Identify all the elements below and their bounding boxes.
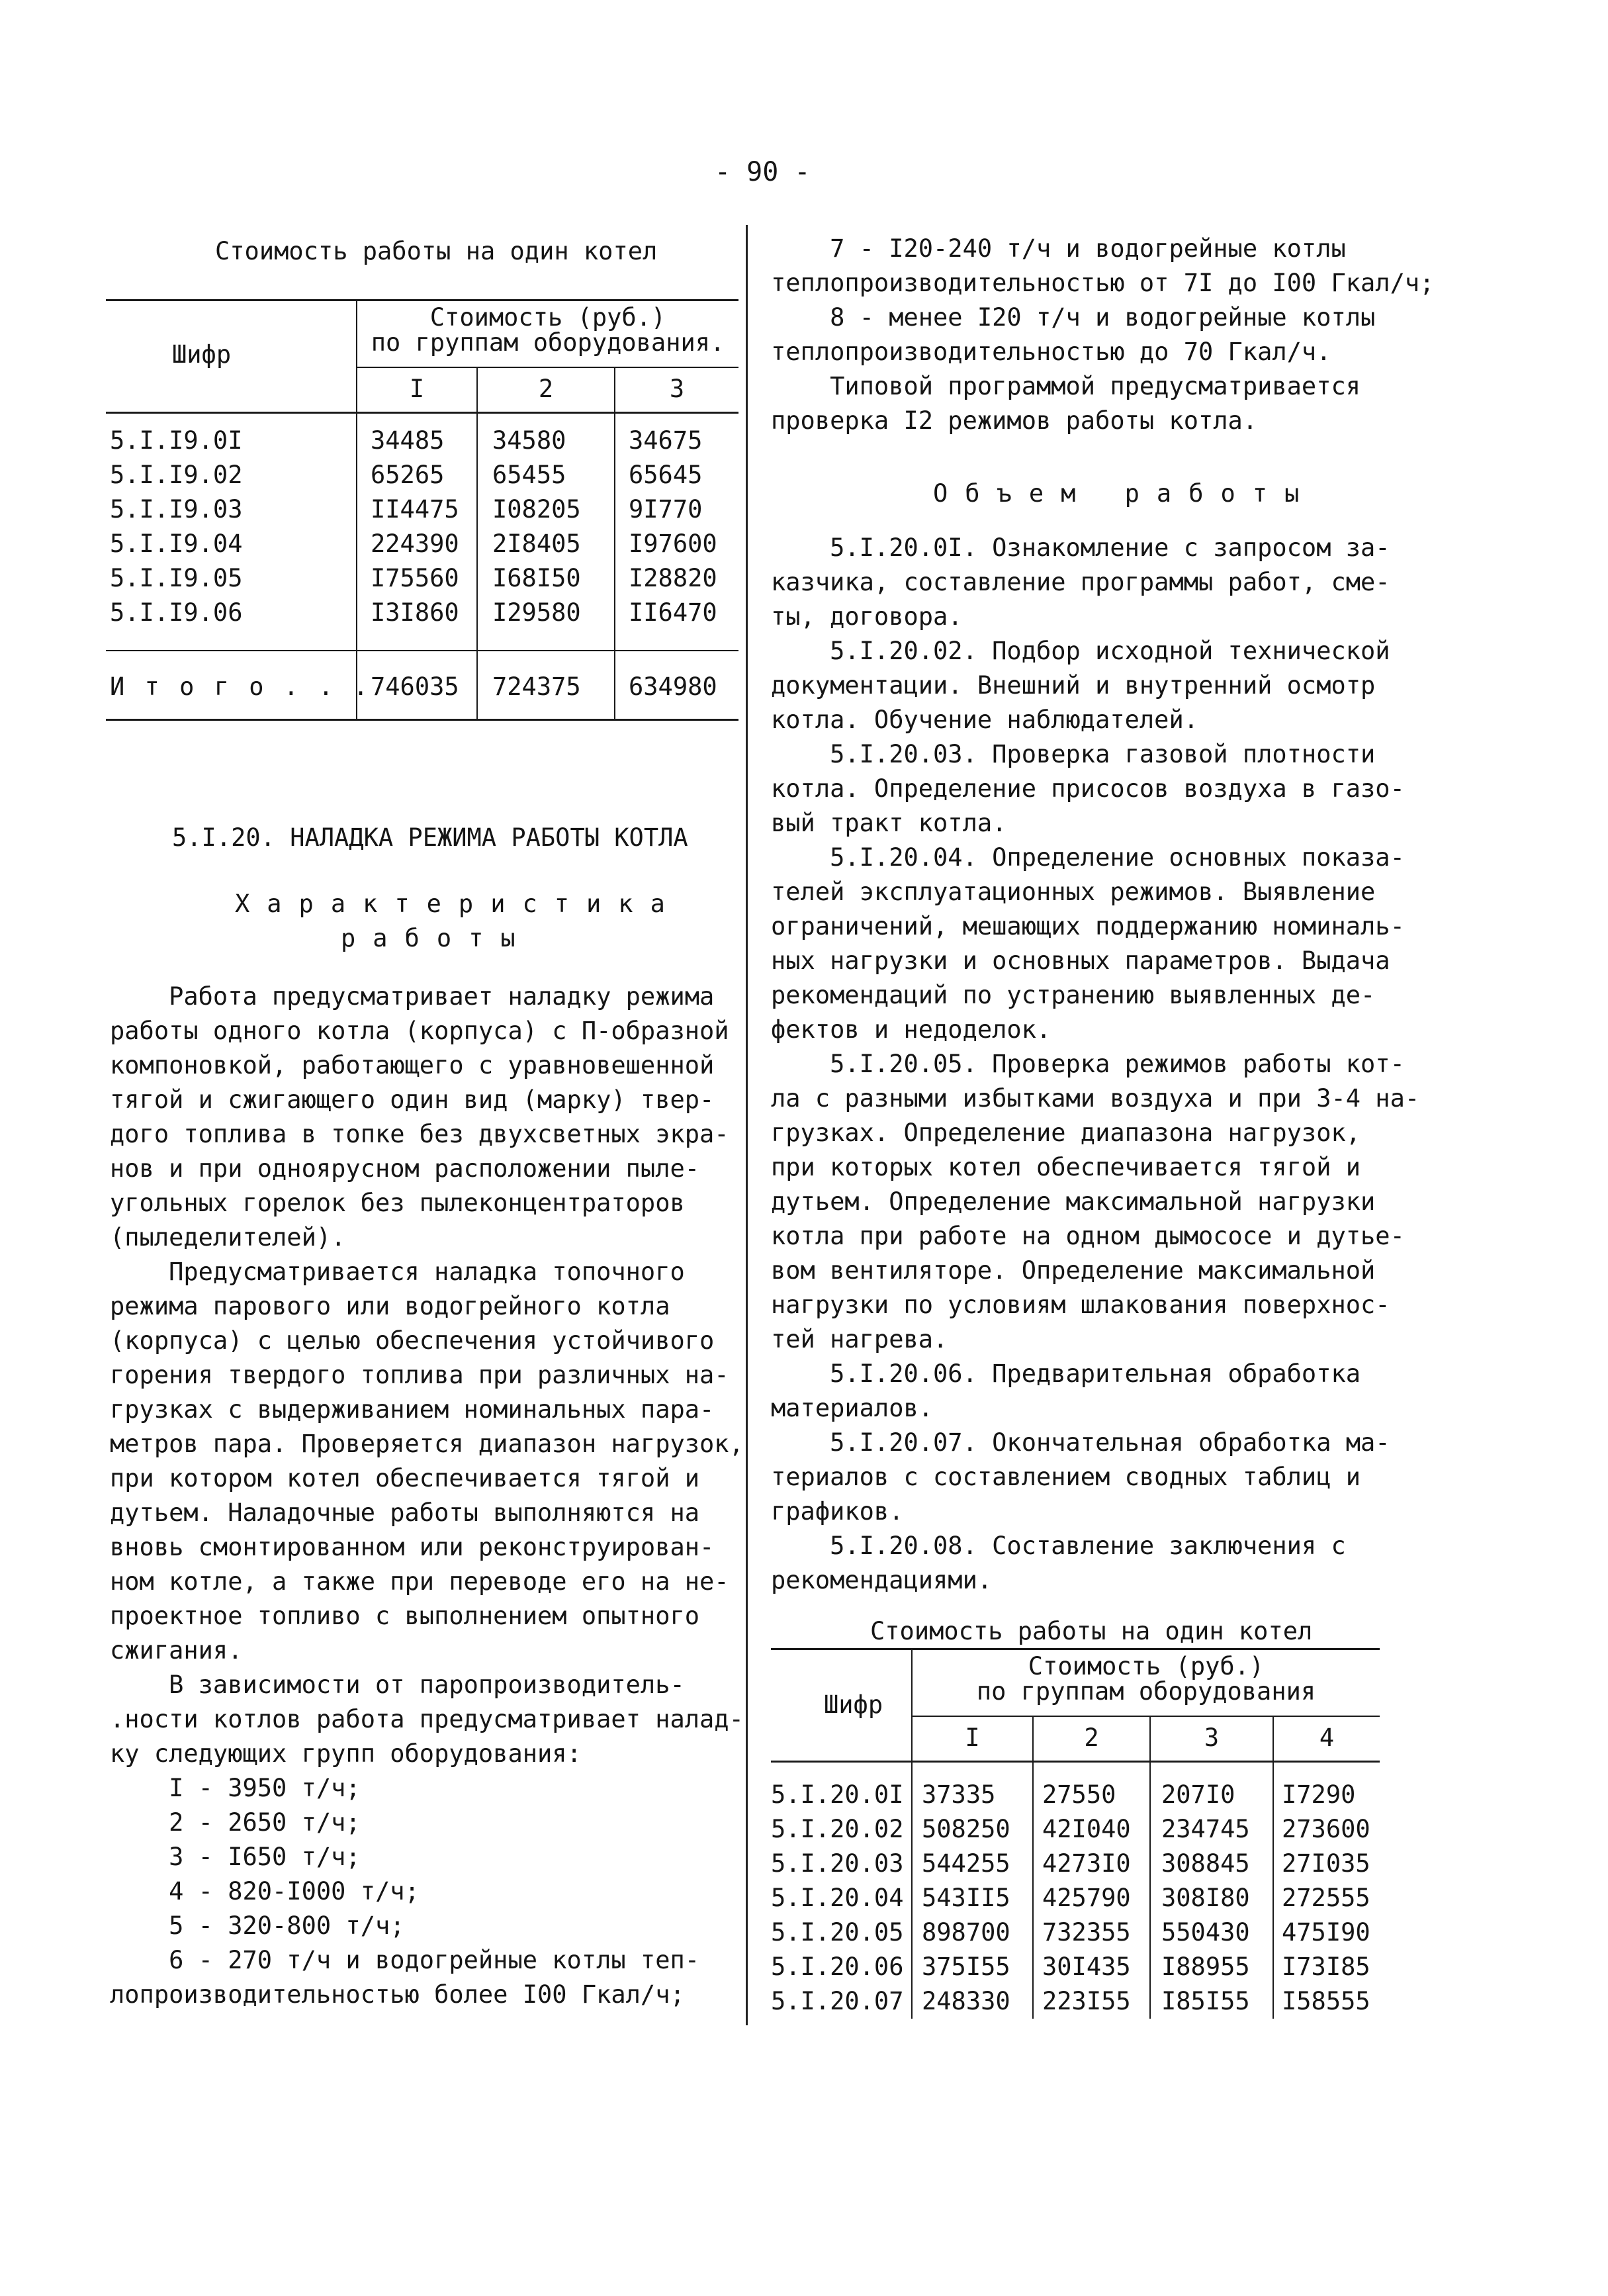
table1-code-cell: 5.I.I9.04 — [110, 529, 243, 558]
table1-group-header: 3 — [669, 375, 685, 403]
text-line: сжигания. — [110, 1636, 243, 1665]
table1-total-label: И т о г о . . . — [110, 672, 371, 701]
text-line: 3 - I650 т/ч; — [110, 1843, 361, 1871]
text-line: I - 3950 т/ч; — [110, 1774, 361, 1802]
text-line: ных нагрузки и основных параметров. Выдача — [771, 946, 1390, 975]
table1-value-cell: 34675 — [629, 426, 703, 455]
table2-value-cell: 223I55 — [1042, 1987, 1131, 2015]
text-line: 5.I.20.07. Окончательная обработка ма- — [771, 1428, 1390, 1457]
table1-vrule-1 — [356, 299, 357, 720]
table2-code-cell: 5.I.20.03 — [771, 1849, 904, 1878]
table2-value-cell: 308845 — [1161, 1849, 1250, 1878]
cost-table-2 — [771, 1648, 1380, 2032]
text-line: грузках. Определение диапазона нагрузок, — [771, 1119, 1361, 1147]
right-intro-text — [771, 232, 1434, 438]
text-line: ты, договора. — [771, 602, 963, 631]
table2-value-cell: 732355 — [1042, 1918, 1131, 1947]
table2-vrule-3 — [1149, 1716, 1151, 2019]
text-line: работы одного котла (корпуса) с П-образной — [110, 1017, 729, 1045]
table2-value-cell: 30I435 — [1042, 1952, 1131, 1981]
text-line: горения твердого топлива при различных на- — [110, 1361, 729, 1389]
table2-value-cell: 508250 — [922, 1815, 1010, 1843]
table1-value-cell: I28820 — [629, 564, 717, 592]
table1-value-cell: 34485 — [371, 426, 445, 455]
table2-value-cell: 898700 — [922, 1918, 1010, 1947]
table1-header-rule — [106, 412, 738, 414]
text-line: (пыледелителей). — [110, 1223, 346, 1252]
table1-code-cell: 5.I.I9.06 — [110, 598, 243, 627]
cost-table-1 — [106, 225, 741, 728]
left-body-text — [110, 980, 744, 2012]
table1-caption: Стоимость работы на один котел — [215, 237, 658, 265]
table2-code-cell: 5.I.20.04 — [771, 1884, 904, 1912]
table1-value-cell: I08205 — [492, 495, 581, 524]
table1-code-cell: 5.I.I9.03 — [110, 495, 243, 524]
table2-top-rule — [771, 1648, 1380, 1650]
table2-code-cell: 5.I.20.06 — [771, 1952, 904, 1981]
characteristic-heading-line2: работы — [341, 924, 533, 952]
table2-value-cell: I7290 — [1282, 1780, 1356, 1809]
text-line: 2 - 2650 т/ч; — [110, 1808, 361, 1837]
table2-value-cell: 37335 — [922, 1780, 996, 1809]
table1-total-value: 746035 — [371, 672, 459, 701]
text-line: графиков. — [771, 1497, 904, 1526]
table2-value-cell: 544255 — [922, 1849, 1010, 1878]
table1-value-cell: 34580 — [492, 426, 566, 455]
text-line: ку следующих групп оборудования: — [110, 1739, 582, 1768]
text-line: тягой и сжигающего один вид (марку) твер- — [110, 1085, 715, 1114]
text-line: проектное топливо с выполнением опытного — [110, 1602, 700, 1630]
table2-group-header: 4 — [1319, 1723, 1335, 1752]
text-line: .ности котлов работа предусматривает налад- — [110, 1705, 744, 1733]
text-line: 4 - 820-I000 т/ч; — [110, 1877, 420, 1906]
table2-value-cell: I88955 — [1161, 1952, 1250, 1981]
text-line: Типовой программой предусматривается — [771, 372, 1361, 400]
table1-value-cell: 224390 — [371, 529, 459, 558]
table2-value-cell: 308I80 — [1161, 1884, 1250, 1912]
text-line: 5.I.20.06. Предварительная обработка — [771, 1359, 1361, 1388]
table1-value-cell: II4475 — [371, 495, 459, 524]
table2-value-cell: 375I55 — [922, 1952, 1010, 1981]
table2-header-rule — [771, 1761, 1380, 1763]
text-line: дого топлива в топке без двухсветных экра- — [110, 1120, 729, 1148]
table1-value-cell: I3I860 — [371, 598, 459, 627]
table2-value-cell: 475I90 — [1282, 1918, 1370, 1947]
table2-code-cell: 5.I.20.02 — [771, 1815, 904, 1843]
section-title: 5.I.20. НАЛАДКА РЕЖИМА РАБОТЫ КОТЛА — [172, 823, 688, 852]
characteristic-heading: Характеристика — [235, 890, 682, 918]
table1-total-rule — [106, 650, 738, 651]
table1-code-cell: 5.I.I9.0I — [110, 426, 243, 455]
table1-value-cell: 65265 — [371, 461, 445, 489]
text-line: 5.I.20.03. Проверка газовой плотности — [771, 740, 1376, 768]
page-number: - 90 - — [715, 157, 811, 187]
table1-cost-header-line1: Стоимость (руб.) — [429, 303, 666, 332]
text-line: компоновкой, работающего с уравновешенной — [110, 1051, 715, 1079]
table2-value-cell: I58555 — [1282, 1987, 1370, 2015]
table2-value-cell: 27550 — [1042, 1780, 1116, 1809]
table2-caption: Стоимость работы на один котел — [870, 1617, 1313, 1645]
table1-value-cell: 65645 — [629, 461, 703, 489]
text-line: котла. Определение присосов воздуха в газо- — [771, 774, 1405, 803]
table2-code-cell: 5.I.20.0I — [771, 1780, 904, 1809]
table2-code-cell: 5.I.20.05 — [771, 1918, 904, 1947]
text-line: дутьем. Определение максимальной нагрузки — [771, 1187, 1376, 1216]
table2-value-cell: 207I0 — [1161, 1780, 1235, 1809]
text-line: тей нагрева. — [771, 1325, 948, 1354]
table2-value-cell: 248330 — [922, 1987, 1010, 2015]
table1-value-cell: I29580 — [492, 598, 581, 627]
scope-heading: Объем работы — [933, 479, 1317, 508]
column-divider — [746, 225, 748, 2025]
text-line: материалов. — [771, 1394, 934, 1422]
table1-bottom-rule — [106, 719, 738, 721]
table2-value-cell: 27I035 — [1282, 1849, 1370, 1878]
table1-value-cell: II6470 — [629, 598, 717, 627]
text-line: ном котле, а также при переводе его на не- — [110, 1567, 729, 1596]
table1-value-cell: I97600 — [629, 529, 717, 558]
table1-value-cell: I75560 — [371, 564, 459, 592]
table1-top-rule — [106, 299, 738, 301]
text-line: вый тракт котла. — [771, 809, 1007, 837]
text-line: териалов с составлением сводных таблиц и — [771, 1463, 1361, 1491]
table1-vrule-3 — [614, 367, 615, 720]
text-line: 5 - 320-800 т/ч; — [110, 1911, 405, 1940]
table2-group-header: 2 — [1084, 1723, 1099, 1752]
table2-value-cell: 272555 — [1282, 1884, 1370, 1912]
table2-value-cell: 273600 — [1282, 1815, 1370, 1843]
table1-value-cell: 2I8405 — [492, 529, 581, 558]
text-line: 8 - менее I20 т/ч и водогрейные котлы — [771, 303, 1376, 332]
text-line: дутьем. Наладочные работы выполняются на — [110, 1498, 700, 1527]
table1-value-cell: 65455 — [492, 461, 566, 489]
table1-cost-header-line2: по группам оборудования. — [371, 328, 725, 357]
text-line: грузках с выдерживанием номинальных пара- — [110, 1395, 715, 1424]
text-line: лопроизводительностью более I00 Гкал/ч; — [110, 1980, 685, 2009]
text-line: при которых котел обеспечивается тягой и — [771, 1153, 1361, 1181]
text-line: угольных горелок без пылеконцентраторов — [110, 1189, 685, 1217]
table1-code-cell: 5.I.I9.02 — [110, 461, 243, 489]
table2-code-cell: 5.I.20.07 — [771, 1987, 904, 2015]
table2-value-cell: 543II5 — [922, 1884, 1010, 1912]
table2-value-cell: I85I55 — [1161, 1987, 1250, 2015]
text-line: котла. Обучение наблюдателей. — [771, 706, 1199, 734]
text-line: В зависимости от паропроизводитель- — [110, 1671, 685, 1699]
table1-total-value: 634980 — [629, 672, 717, 701]
text-line: 5.I.20.04. Определение основных показа- — [771, 843, 1405, 872]
text-line: нагрузки по условиям шлакования поверхнос- — [771, 1291, 1390, 1319]
table1-subheader-rule — [356, 367, 738, 368]
text-line: 5.I.20.08. Составление заключения с — [771, 1532, 1346, 1560]
text-line: телей эксплуатационных режимов. Выявление — [771, 878, 1376, 906]
text-line: нов и при одноярусном расположении пыле- — [110, 1154, 700, 1183]
table1-value-cell: I68I50 — [492, 564, 581, 592]
text-line: вом вентиляторе. Определение максимальной — [771, 1256, 1376, 1285]
text-line: проверка I2 режимов работы котла. — [771, 406, 1258, 435]
table2-value-cell: 4273I0 — [1042, 1849, 1131, 1878]
table2-group-header: 3 — [1204, 1723, 1220, 1752]
text-line: 5.I.20.05. Проверка режимов работы кот- — [771, 1050, 1405, 1078]
text-line: котла при работе на одном дымососе и дутье- — [771, 1222, 1405, 1250]
table1-code-header: Шифр — [172, 340, 232, 369]
text-line: ограничений, мешающих поддержанию номиналь- — [771, 912, 1405, 941]
text-line: фектов и недоделок. — [771, 1015, 1051, 1044]
table1-group-header: I — [409, 375, 425, 403]
text-line: 6 - 270 т/ч и водогрейные котлы теп- — [110, 1946, 700, 1974]
table2-value-cell: 550430 — [1161, 1918, 1250, 1947]
table2-subheader-rule — [911, 1716, 1380, 1717]
text-line: 7 - I20-240 т/ч и водогрейные котлы — [771, 234, 1346, 263]
table2-cost-header-line2: по группам оборудования — [976, 1677, 1316, 1706]
table2-vrule-2 — [1032, 1716, 1034, 2019]
text-line: метров пара. Проверяется диапазон нагрузок, — [110, 1430, 744, 1458]
table1-group-header: 2 — [538, 375, 554, 403]
table1-vrule-2 — [476, 367, 478, 720]
text-line: теплопроизводительностью от 7I до I00 Гкал/ч; — [771, 269, 1435, 297]
table2-vrule-4 — [1273, 1716, 1274, 2019]
table2-value-cell: 425790 — [1042, 1884, 1131, 1912]
text-line: теплопроизводительностью до 70 Гкал/ч. — [771, 338, 1331, 366]
text-line: режима парового или водогрейного котла — [110, 1292, 670, 1320]
text-line: казчика, составление программы работ, сме- — [771, 568, 1390, 596]
text-line: Работа предусматривает наладку режима — [110, 982, 715, 1011]
text-line: (корпуса) с целью обеспечения устойчивого — [110, 1326, 715, 1355]
table2-cost-header-line1: Стоимость (руб.) — [1028, 1652, 1265, 1680]
text-line: документации. Внешний и внутренний осмотр — [771, 671, 1376, 700]
text-line: Предусматривается наладка топочного — [110, 1258, 685, 1286]
text-line: 5.I.20.0I. Ознакомление с запросом за- — [771, 533, 1390, 562]
scope-text — [771, 531, 1419, 1598]
text-line: при котором котел обеспечивается тягой и — [110, 1464, 700, 1492]
table2-group-header: I — [965, 1723, 980, 1752]
table2-value-cell: I73I85 — [1282, 1952, 1370, 1981]
text-line: ла с разными избытками воздуха и при 3-4 на- — [771, 1084, 1420, 1113]
table1-value-cell: 9I770 — [629, 495, 703, 524]
text-line: рекомендаций по устранению выявленных де- — [771, 981, 1376, 1009]
table2-value-cell: 42I040 — [1042, 1815, 1131, 1843]
text-line: вновь смонтированном или реконструирован- — [110, 1533, 715, 1561]
table2-code-header: Шифр — [824, 1690, 883, 1719]
table1-total-value: 724375 — [492, 672, 581, 701]
table2-value-cell: 234745 — [1161, 1815, 1250, 1843]
table1-code-cell: 5.I.I9.05 — [110, 564, 243, 592]
text-line: 5.I.20.02. Подбор исходной технической — [771, 637, 1390, 665]
text-line: рекомендациями. — [771, 1566, 993, 1594]
